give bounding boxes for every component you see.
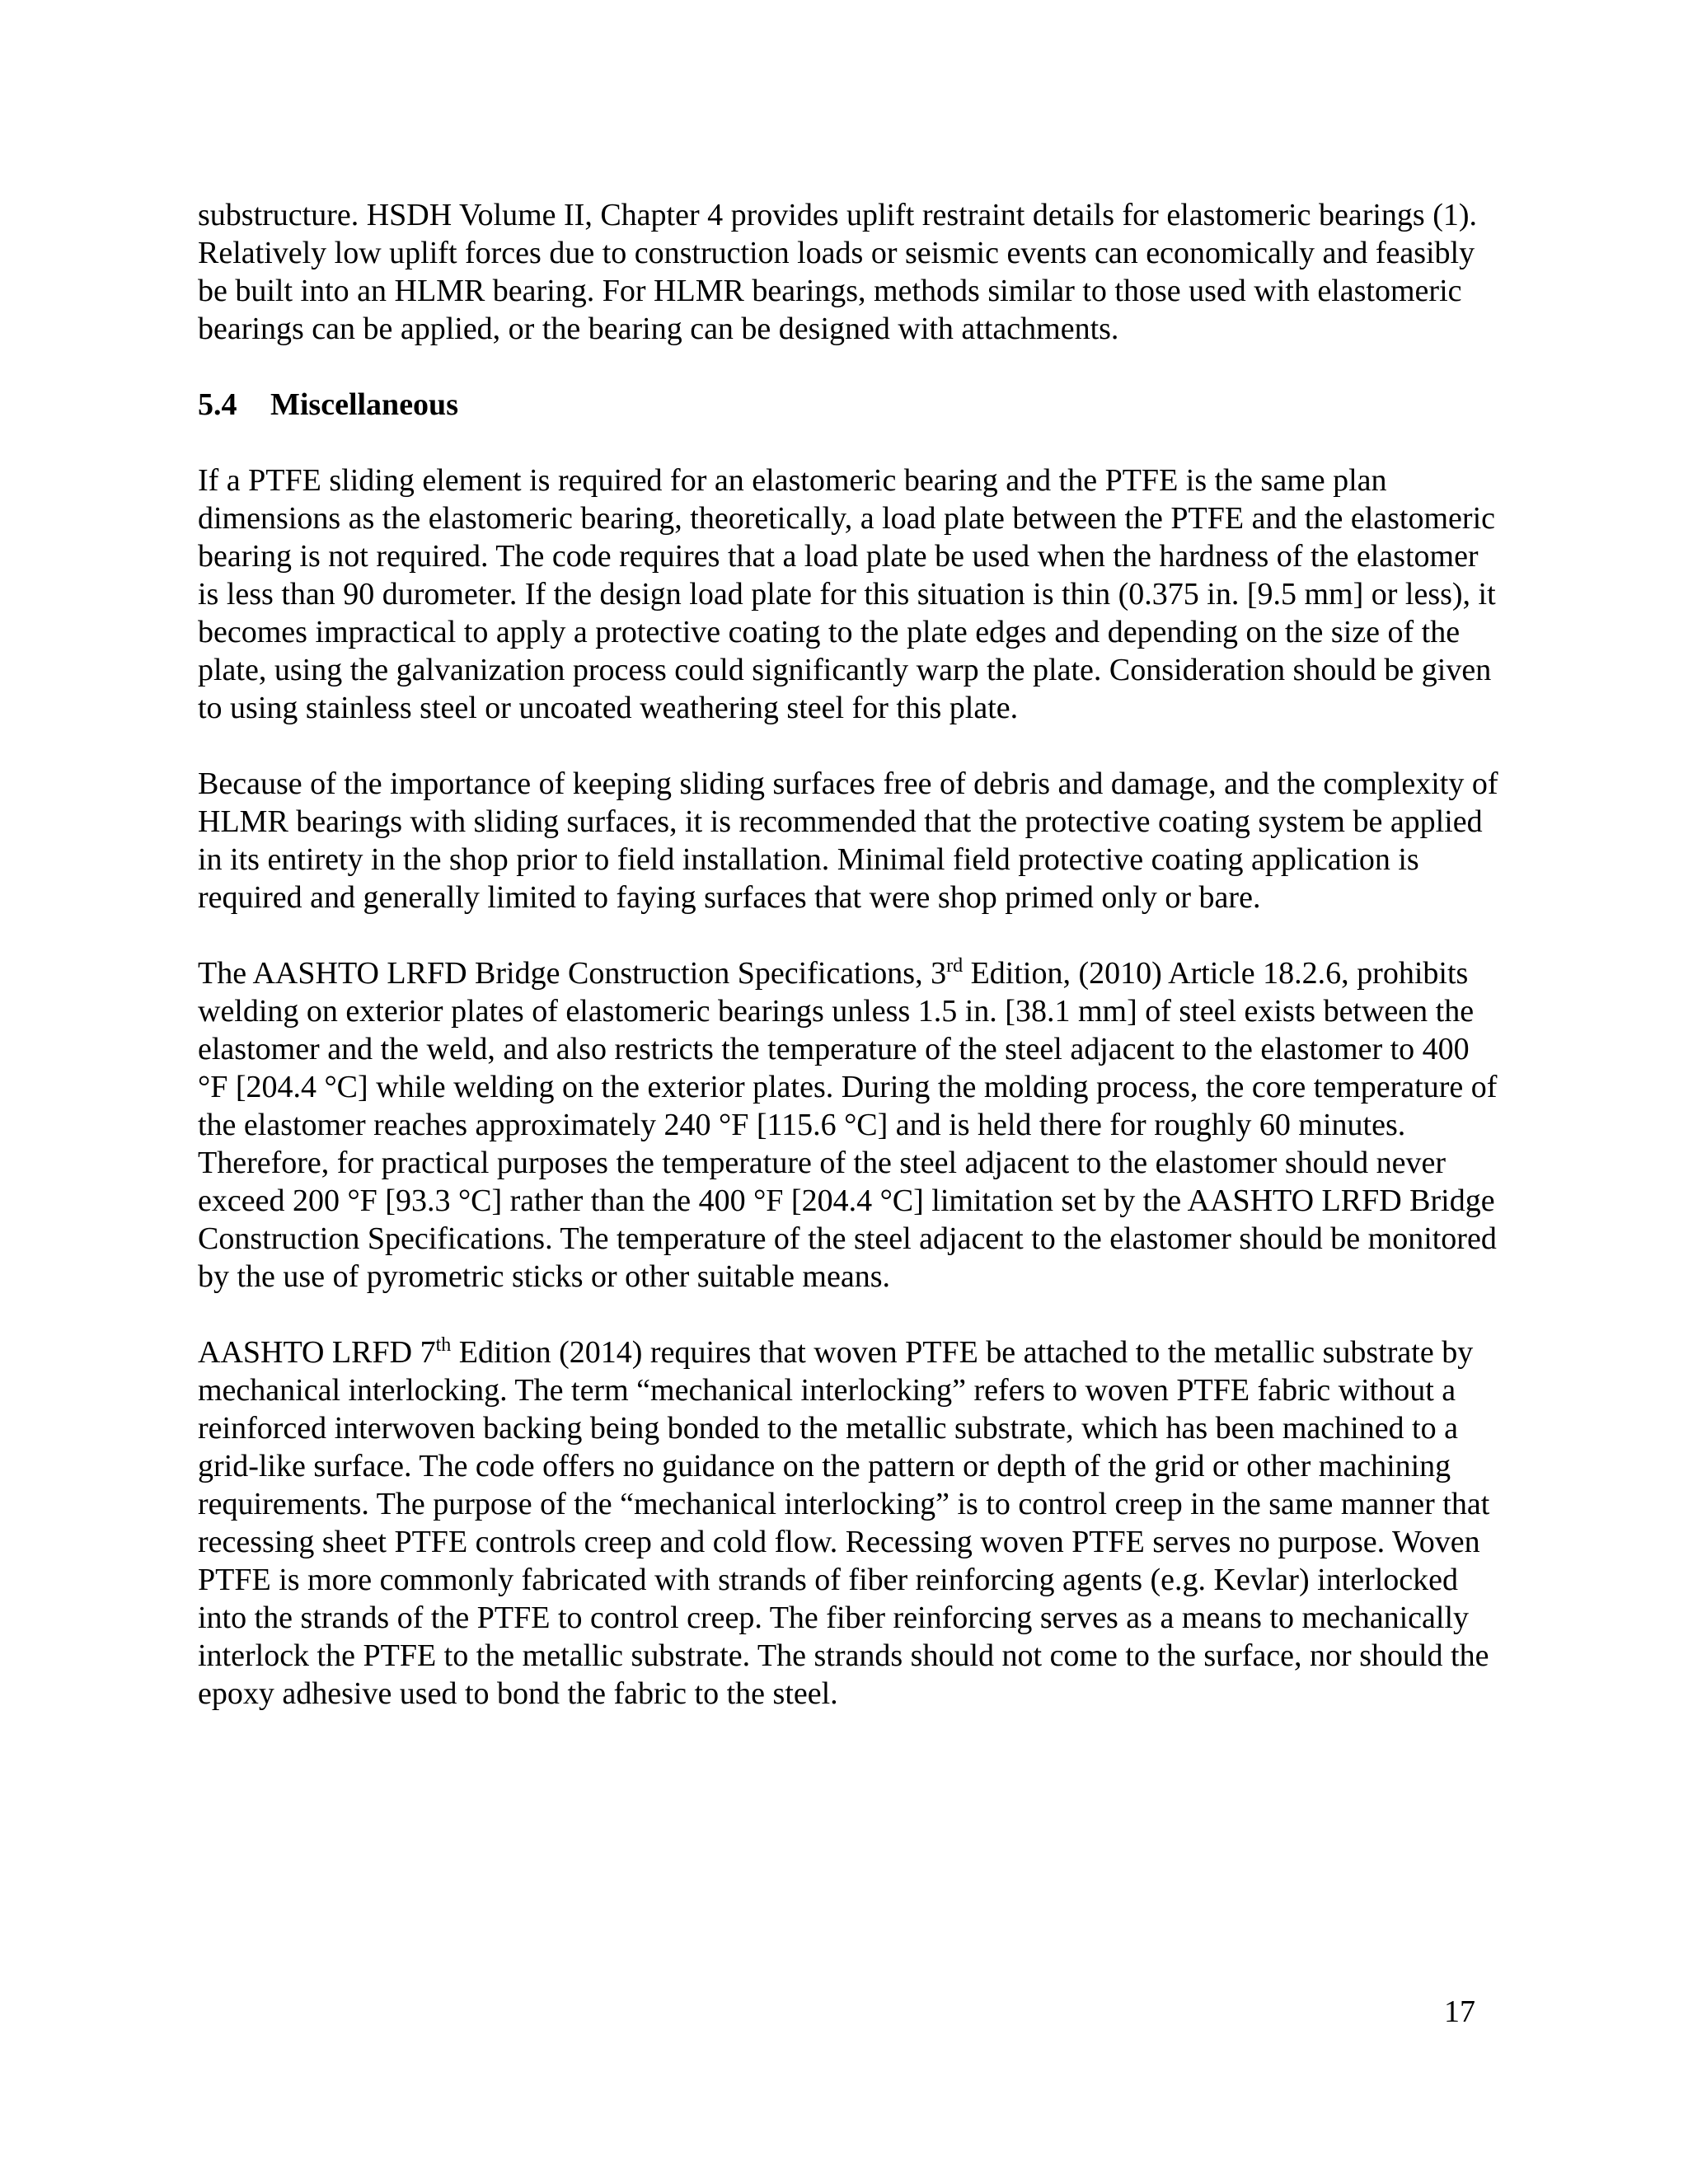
page-number: 17 [1444,1994,1475,2029]
section-number: 5.4 [198,387,237,422]
ordinal-superscript: rd [946,955,964,977]
paragraph-ptfe-load-plate: If a PTFE sliding element is required for an elastomeric bearing and the PTFE is the same plan dimensions as the elastomeric bearing, theoretically, a load plate between the PTFE and the elastomeric bearing is not required. The code requires that a load plate be used when the hardness of the elastomer is less than 90 durometer. If the design load plate for this situation is thin (0.375 in. [9.5 mm] or less), it becomes impractical to apply a protective coating to the plate edges and depending on the size of the plate, using the galvanization process could significantly warp the plate. Consideration should be given to using stainless steel or uncoated weathering steel for this plate. [198,463,1496,725]
paragraph-uplift-restraint: substructure. HSDH Volume II, Chapter 4 provides uplift restraint details for elastomeric bearings (1). Relatively low uplift forces due to construction loads or seismic events can economically and feasibly be built into an HLMR bearing. For HLMR bearings, methods similar to those used with elastomeric bearings can be applied, or the bearing can be designed with attachments. [198,198,1478,346]
paragraph-interlocking-text-start: AASHTO LRFD 7 [198,1335,436,1370]
ordinal-superscript: th [435,1334,452,1356]
section-heading [198,386,1500,424]
paragraph-welding-temperature [198,954,1500,1296]
paragraph-mechanical-interlocking [198,1333,1500,1713]
paragraph-protective-coating: Because of the importance of keeping sliding surfaces free of debris and damage, and the complexity of HLMR bearings with sliding surfaces, it is recommended that the protective coating system be applied in its entirety in the shop prior to field installation. Minimal field protective coating application is required and generally limited to faying surfaces that were shop primed only or bare. [198,766,1498,915]
section-title: Miscellaneous [270,387,458,422]
paragraph-welding-text-rest: Edition, (2010) Article 18.2.6, prohibits welding on exterior plates of elastomeric bearings unless 1.5 in. [38.1 mm] of steel exists between the elastomer and the weld, and also restricts the temperature of the steel adjacent to the elastomer to 400 °F [204.4 °C] while welding on the exterior plates. During the molding process, the core temperature of the elastomer reaches approximately 240 °F [115.6 °C] and is held there for roughly 60 minutes. Therefore, for practical purposes the temperature of the steel adjacent to the elastomer should never exceed 200 °F [93.3 °C] rather than the 400 °F [204.4 °C] limitation set by the AASHTO LRFD Bridge Construction Specifications. The temperature of the steel adjacent to the elastomer should be monitored by the use of pyrometric sticks or other suitable means. [198,956,1498,1294]
paragraph-interlocking-text-rest: Edition (2014) requires that woven PTFE be attached to the metallic substrate by mechanical interlocking. The term “mechanical interlocking” refers to woven PTFE fabric without a reinforced interwoven backing being bonded to the metallic substrate, which has been machined to a grid-like surface. The code offers no guidance on the pattern or depth of the grid or other machining requirements. The purpose of the “mechanical interlocking” is to control creep in the same manner that recessing sheet PTFE controls creep and cold flow. Recessing woven PTFE serves no purpose. Woven PTFE is more commonly fabricated with strands of fiber reinforcing agents (e.g. Kevlar) interlocked into the strands of the PTFE to control creep. The fiber reinforcing serves as a means to mechanically interlock the PTFE to the metallic substrate. The strands should not come to the surface, nor should the epoxy adhesive used to bond the fabric to the steel. [198,1335,1490,1711]
paragraph-welding-text-start: The AASHTO LRFD Bridge Construction Specifications, 3 [198,956,947,991]
page-body [198,196,1500,1713]
